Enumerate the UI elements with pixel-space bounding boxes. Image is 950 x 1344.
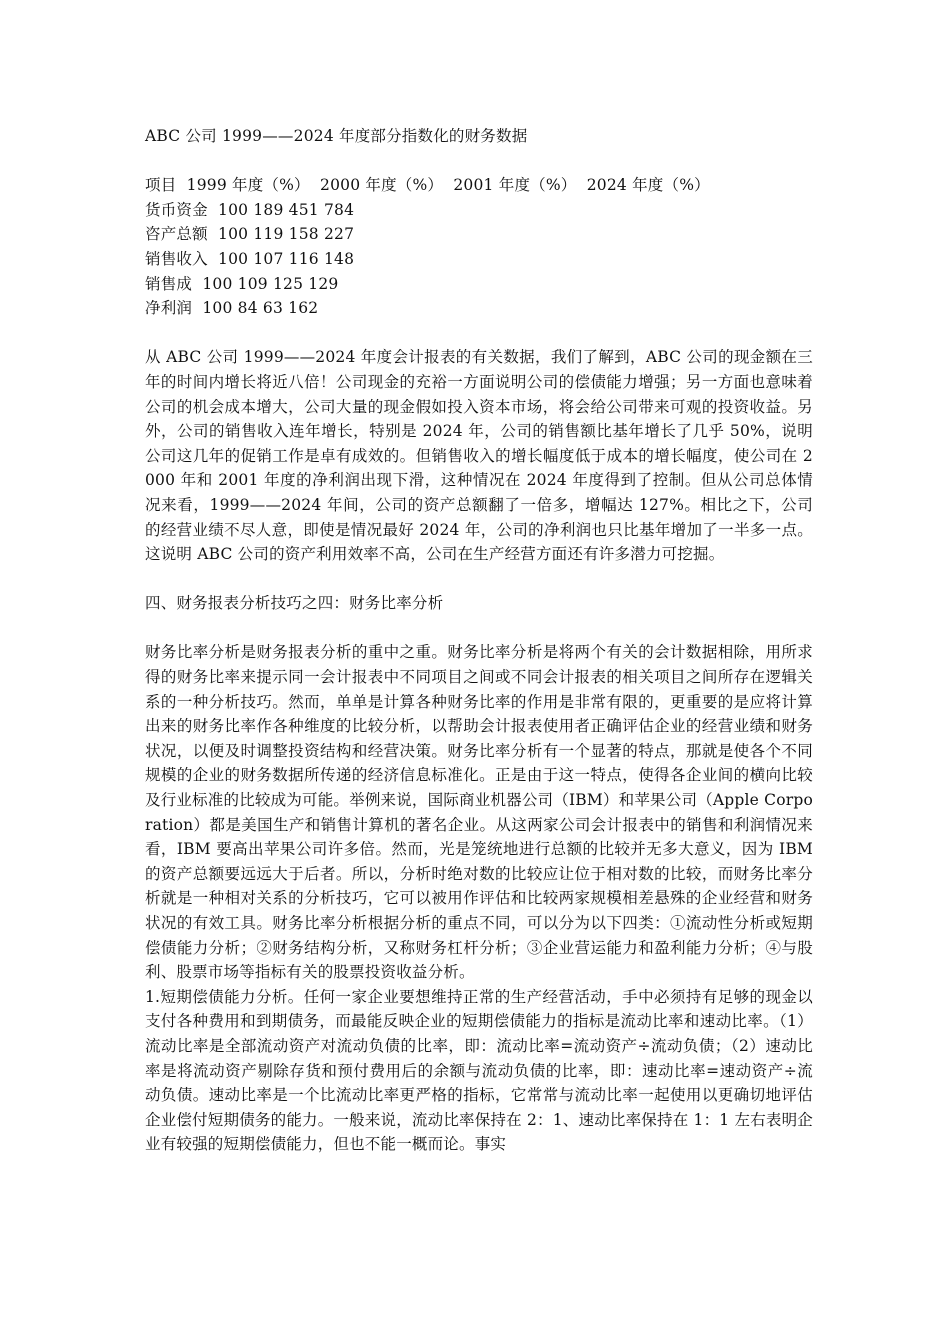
- document-page: [145, 124, 813, 1157]
- table-row: 咨产总额 100 119 158 227: [145, 225, 355, 244]
- table-row: 销售成 100 109 125 129: [145, 274, 339, 293]
- paragraph-analysis: 从 ABC 公司 1999——2024 年度会计报表的有关数据，我们了解到，ABC 公司的现金额在三年的时间内增长将近八倍！公司现金的充裕一方面说明公司的偿债能力增强；另一方面也意味着公司的机会成本增大，公司大量的现金假如投入资本市场，将会给公司带来可观的投资收益。另外，公司的销售收入连年增长，特别是 2024 年，公司的销售额比基年增长了几乎 50%，说明公司这几年的促销工作是卓有成效的。但销售收入的增长幅度低于成本的增长幅度，使公司在 2000 年和 2001 年度的净利润出现下滑，这种情况在 2024 年度得到了控制。但从公司总体情况来看，1999——2024 年间，公司的资产总额翻了一倍多，增幅达 127%。相比之下，公司的经营业绩不尽人意，即使是情况最好 2024 年，公司的净利润也只比基年增加了一半多一点。这说明 ABC 公司的资产利用效率不高，公司在生产经营方面还有许多潜力可挖掘。: [145, 348, 813, 564]
- blank-line: [145, 149, 813, 174]
- table-header: 项目 1999 年度（%） 2000 年度（%） 2001 年度（%） 2024 年度（%）: [145, 176, 710, 195]
- table-row: 销售收入 100 107 116 148: [145, 249, 355, 268]
- paragraph-short-term-solvency: 1.短期偿债能力分析。任何一家企业要想维持正常的生产经营活动，手中必须持有足够的现金以支付各种费用和到期债务，而最能反映企业的短期偿债能力的指标是流动比率和速动比率。（1）流动比率是全部流动资产对流动负债的比率，即：流动比率=流动资产÷流动负债；（2）速动比率是将流动资产剔除存货和预付费用后的余额与流动负债的比率，即：速动比率=速动资产÷流动负债。速动比率是一个比流动比率更严格的指标，它常常与流动比率一起使用以更确切地评估企业偿付短期债务的能力。一般来说，流动比率保持在 2：1、速动比率保持在 1：1 左右表明企业有较强的短期偿债能力，但也不能一概而论。事实: [145, 987, 813, 1154]
- blank-line: [145, 321, 813, 346]
- table-row: 货币资金 100 189 451 784: [145, 200, 355, 219]
- document-title: ABC 公司 1999——2024 年度部分指数化的财务数据: [145, 127, 528, 145]
- blank-line: [145, 616, 813, 641]
- table-row: 净利润 100 84 63 162: [145, 299, 319, 318]
- blank-line: [145, 567, 813, 592]
- paragraph-ratio-analysis: 财务比率分析是财务报表分析的重中之重。财务比率分析是将两个有关的会计数据相除，用所求得的财务比率来提示同一会计报表中不同项目之间或不同会计报表的相关项目之间所存在逻辑关系的一种分析技巧。然而，单单是计算各种财务比率的作用是非常有限的，更重要的是应将计算出来的财务比率作各种维度的比较分析，以帮助会计报表使用者正确评估企业的经营业绩和财务状况，以便及时调整投资结构和经营决策。财务比率分析有一个显著的特点，那就是使各个不同规模的企业的财务数据所传递的经济信息标准化。正是由于这一特点，使得各企业间的横向比较及行业标准的比较成为可能。举例来说，国际商业机器公司（IBM）和苹果公司（Apple Corporation）都是美国生产和销售计算机的著名企业。从这两家公司会计报表中的销售和利润情况来看，IBM 要高出苹果公司许多倍。然而，光是笼统地进行总额的比较并无多大意义，因为 IBM 的资产总额要远远大于后者。所以，分析时绝对数的比较应让位于相对数的比较，而财务比率分析就是一种相对关系的分析技巧，它可以被用作评估和比较两家规模相差悬殊的企业经营和财务状况的有效工具。财务比率分析根据分析的重点不同，可以分为以下四类：①流动性分析或短期偿债能力分析；②财务结构分析，又称财务杠杆分析；③企业营运能力和盈利能力分析；④与股利、股票市场等指标有关的股票投资收益分析。: [145, 643, 813, 982]
- section-heading: 四、财务报表分析技巧之四：财务比率分析: [145, 594, 444, 613]
